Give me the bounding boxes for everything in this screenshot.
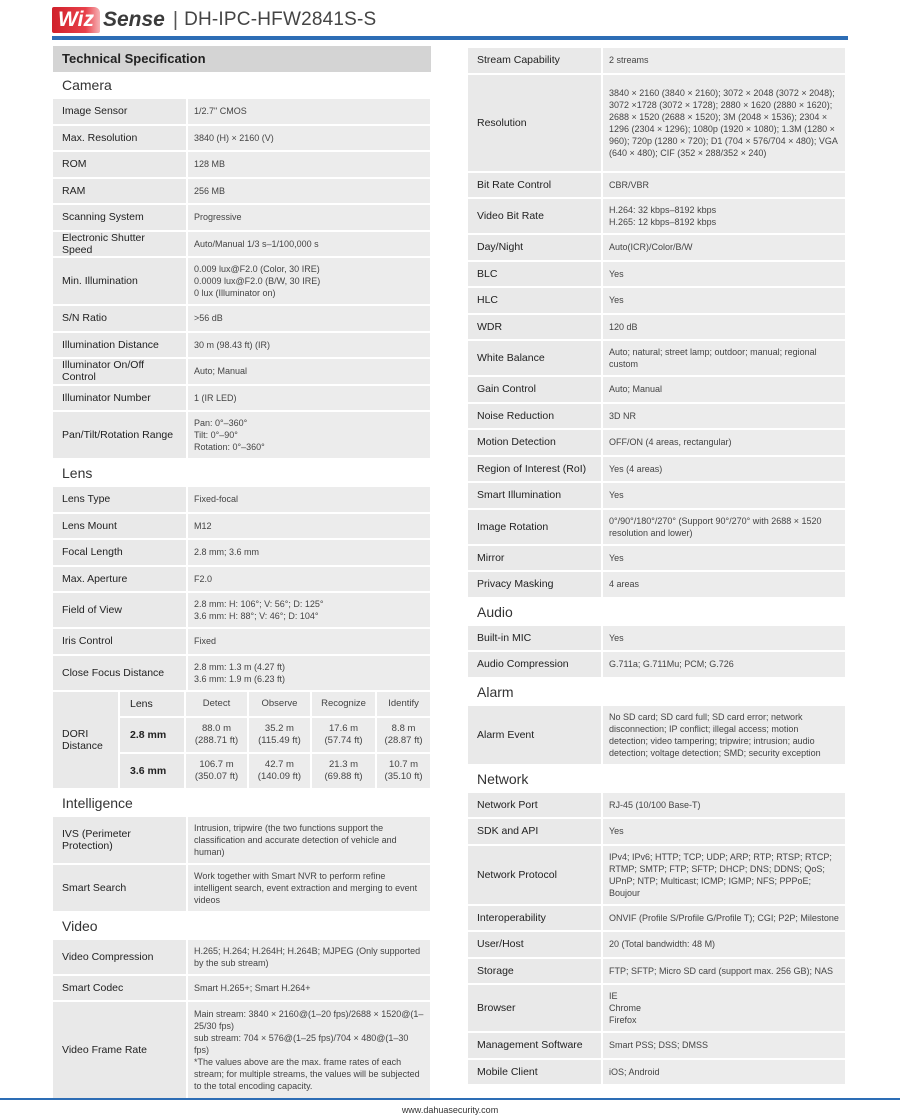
spec-value: Fixed-focal	[188, 487, 430, 512]
video-table	[53, 938, 430, 1101]
section-intelligence: Intelligence	[62, 794, 133, 811]
spec-key: Smart Illumination	[468, 483, 603, 508]
spec-key: Alarm Event	[468, 706, 603, 764]
lens-table	[53, 485, 430, 692]
spec-value: 4 areas	[603, 572, 845, 597]
spec-value: 256 MB	[188, 179, 430, 204]
dori-observe: 42.7 m (140.09 ft)	[249, 754, 312, 788]
spec-value: >56 dB	[188, 306, 430, 331]
section-network: Network	[477, 770, 529, 787]
spec-key: Video Compression	[53, 940, 188, 974]
spec-value: H.265; H.264; H.264H; H.264B; MJPEG (Only supported by the sub stream)	[188, 940, 430, 974]
table-row	[468, 483, 845, 508]
spec-key: Video Frame Rate	[53, 1002, 188, 1098]
table-row	[53, 258, 430, 304]
spec-value: F2.0	[188, 567, 430, 592]
dori-identify: 10.7 m (35.10 ft)	[377, 754, 430, 788]
spec-key: Scanning System	[53, 205, 188, 230]
spec-value: Auto/Manual 1/3 s–1/100,000 s	[188, 232, 430, 257]
spec-value: Yes	[603, 626, 845, 651]
spec-value: 3840 (H) × 2160 (V)	[188, 126, 430, 151]
spec-value: 0°/90°/180°/270° (Support 90°/270° with 2688 × 1520 resolution and lower)	[603, 510, 845, 544]
table-row	[53, 487, 430, 512]
dori-detect: 106.7 m (350.07 ft)	[186, 754, 249, 788]
spec-key: Electronic Shutter Speed	[53, 232, 188, 257]
spec-key: Audio Compression	[468, 652, 603, 677]
spec-value: Yes	[603, 546, 845, 571]
table-row	[53, 306, 430, 331]
table-row	[53, 99, 430, 124]
table-row	[468, 430, 845, 455]
table-row	[53, 412, 430, 458]
footer-url[interactable]: www.dahuasecurity.com	[401, 1105, 499, 1115]
table-row	[53, 359, 430, 384]
spec-value: 2 streams	[603, 48, 845, 73]
table-row	[53, 567, 430, 592]
camera-table	[53, 97, 430, 460]
spec-key: Illuminator On/Off Control	[53, 359, 188, 384]
spec-value: 30 m (98.43 ft) (IR)	[188, 333, 430, 358]
table-row	[468, 1033, 845, 1058]
spec-key: Bit Rate Control	[468, 173, 603, 198]
table-row	[468, 48, 845, 73]
dori-header: Recognize	[312, 692, 377, 716]
spec-key: S/N Ratio	[53, 306, 188, 331]
dori-header-row	[53, 692, 430, 716]
dori-header: Detect	[186, 692, 249, 716]
spec-value: ONVIF (Profile S/Profile G/Profile T); CGI; P2P; Milestone	[603, 906, 845, 931]
alarm-table	[468, 704, 845, 766]
table-row	[468, 626, 845, 651]
spec-value: Auto; natural; street lamp; outdoor; manual; regional custom	[603, 341, 845, 375]
section-audio: Audio	[477, 603, 513, 620]
header-separator: |	[172, 8, 179, 31]
spec-key: Stream Capability	[468, 48, 603, 73]
table-row	[53, 1002, 430, 1098]
table-row	[468, 262, 845, 287]
spec-key: Mobile Client	[468, 1060, 603, 1085]
table-row	[468, 932, 845, 957]
spec-value: 3D NR	[603, 404, 845, 429]
left-column	[53, 46, 431, 1100]
table-row	[53, 179, 430, 204]
table-row	[53, 865, 430, 911]
intelligence-table	[53, 815, 430, 913]
wizsense-logo-wiz: Wiz	[52, 7, 100, 33]
spec-key: Network Port	[468, 793, 603, 818]
table-row	[468, 315, 845, 340]
spec-value: G.711a; G.711Mu; PCM; G.726	[603, 652, 845, 677]
table-row	[468, 959, 845, 984]
section-lens: Lens	[62, 465, 93, 481]
spec-key: IVS (Perimeter Protection)	[53, 817, 188, 863]
table-row	[53, 514, 430, 539]
table-row	[468, 510, 845, 544]
table-row	[468, 572, 845, 597]
spec-key: Management Software	[468, 1033, 603, 1058]
spec-key: WDR	[468, 315, 603, 340]
spec-key: Image Rotation	[468, 510, 603, 544]
table-row	[468, 235, 845, 260]
spec-value: Auto; Manual	[603, 377, 845, 402]
spec-key: HLC	[468, 288, 603, 313]
spec-key: Built-in MIC	[468, 626, 603, 651]
spec-key: Max. Resolution	[53, 126, 188, 151]
dori-lens: 3.6 mm	[120, 754, 186, 788]
spec-key: Privacy Masking	[468, 572, 603, 597]
table-row	[53, 232, 430, 257]
header-divider	[52, 36, 848, 40]
spec-value: 3840 × 2160 (3840 × 2160); 3072 × 2048 (3072 × 2048); 3072 ×1728 (3072 × 1728); 2880 × 1620 (2880 × 1620); 2688 × 1520 (2688 × 1520); 3M (2048 × 1536); 2304 × 1296 (2304 × 1296); 1080p (1920 × 1080); 1.3M (1280 × 960); 720p (1280 × 720); D1 (704 × 576/704 × 480); VGA (640 × 480); CIF (352 × 288/352 × 240)	[603, 75, 845, 171]
table-row	[53, 629, 430, 654]
table-row	[53, 817, 430, 863]
spec-key: White Balance	[468, 341, 603, 375]
spec-value: Auto(ICR)/Color/B/W	[603, 235, 845, 260]
spec-value: Smart PSS; DSS; DMSS	[603, 1033, 845, 1058]
spec-key: Mirror	[468, 546, 603, 571]
footer-divider	[0, 1098, 900, 1100]
table-row	[468, 546, 845, 571]
spec-value: Progressive	[188, 205, 430, 230]
spec-key: Motion Detection	[468, 430, 603, 455]
dori-lens: 2.8 mm	[120, 718, 186, 752]
table-row	[468, 846, 845, 904]
spec-key: Lens Mount	[53, 514, 188, 539]
table-row	[468, 341, 845, 375]
table-row	[468, 793, 845, 818]
spec-value: Pan: 0°–360° Tilt: 0°–90° Rotation: 0°–360°	[188, 412, 430, 458]
spec-value: Yes	[603, 483, 845, 508]
right-column	[468, 46, 846, 1086]
table-row	[468, 819, 845, 844]
spec-key: Field of View	[53, 593, 188, 627]
spec-value: Smart H.265+; Smart H.264+	[188, 976, 430, 1001]
model-number: DH-IPC-HFW2841S-S	[184, 9, 377, 30]
table-row	[53, 656, 430, 690]
table-row	[53, 333, 430, 358]
spec-key: Illumination Distance	[53, 333, 188, 358]
spec-key: Close Focus Distance	[53, 656, 188, 690]
spec-value: Main stream: 3840 × 2160@(1–20 fps)/2688 × 1520@(1–25/30 fps) sub stream: 704 × 576@(1–25 fps)/704 × 480@(1–30 fps) *The values above are the max. frame rates of each stream; for multiple streams, the values will be subjected to the total encoding capacity.	[188, 1002, 430, 1098]
spec-value: RJ-45 (10/100 Base-T)	[603, 793, 845, 818]
table-row	[468, 199, 845, 233]
spec-key: Video Bit Rate	[468, 199, 603, 233]
table-row	[53, 386, 430, 411]
spec-key: Max. Aperture	[53, 567, 188, 592]
page-title: Technical Specification	[53, 46, 431, 72]
spec-value: 2.8 mm: H: 106°; V: 56°; D: 125° 3.6 mm: H: 88°; V: 46°; D: 104°	[188, 593, 430, 627]
spec-key: Resolution	[468, 75, 603, 171]
table-row	[468, 288, 845, 313]
spec-key: ROM	[53, 152, 188, 177]
spec-value: Intrusion, tripwire (the two functions support the classification and accurate detection of vehicle and human)	[188, 817, 430, 863]
spec-key: Network Protocol	[468, 846, 603, 904]
table-row	[53, 126, 430, 151]
dori-detect: 88.0 m (288.71 ft)	[186, 718, 249, 752]
audio-table	[468, 624, 845, 679]
spec-value: M12	[188, 514, 430, 539]
table-row	[53, 976, 430, 1001]
table-row	[468, 75, 845, 171]
spec-value: 1/2.7" CMOS	[188, 99, 430, 124]
table-row	[468, 906, 845, 931]
spec-value: OFF/ON (4 areas, rectangular)	[603, 430, 845, 455]
spec-key: Storage	[468, 959, 603, 984]
spec-value: Auto; Manual	[188, 359, 430, 384]
spec-key: Browser	[468, 985, 603, 1031]
dori-distance-table	[53, 690, 430, 790]
dori-header: Identify	[377, 692, 430, 716]
spec-value: CBR/VBR	[603, 173, 845, 198]
dori-recognize: 17.6 m (57.74 ft)	[312, 718, 377, 752]
table-row	[53, 205, 430, 230]
spec-value: Yes (4 areas)	[603, 457, 845, 482]
spec-value: iOS; Android	[603, 1060, 845, 1085]
spec-value: IPv4; IPv6; HTTP; TCP; UDP; ARP; RTP; RTSP; RTCP; RTMP; SMTP; FTP; SFTP; DHCP; DNS; DDNS; QoS; UPnP; NTP; Multicast; ICMP; IGMP; NFS; PPPoE; Boujour	[603, 846, 845, 904]
spec-key: Noise Reduction	[468, 404, 603, 429]
spec-key: Smart Codec	[53, 976, 188, 1001]
spec-key: Illuminator Number	[53, 386, 188, 411]
spec-key: Smart Search	[53, 865, 188, 911]
table-row	[53, 593, 430, 627]
spec-value: Fixed	[188, 629, 430, 654]
wizsense-logo-sense: Sense	[102, 8, 165, 31]
spec-key: Day/Night	[468, 235, 603, 260]
spec-key: BLC	[468, 262, 603, 287]
spec-value: 0.009 lux@F2.0 (Color, 30 IRE) 0.0009 lux@F2.0 (B/W, 30 IRE) 0 lux (Illuminator on)	[188, 258, 430, 304]
network-table	[468, 791, 845, 1087]
spec-key: User/Host	[468, 932, 603, 957]
spec-value: 128 MB	[188, 152, 430, 177]
section-alarm: Alarm	[477, 683, 514, 700]
table-row	[468, 985, 845, 1031]
table-row	[468, 652, 845, 677]
spec-value: No SD card; SD card full; SD card error; network disconnection; IP conflict; illegal access; motion detection; video tampering; tripwire; intrusion; audio detection; voltage detection; SMD; security exception	[603, 706, 845, 764]
dori-identify: 8.8 m (28.87 ft)	[377, 718, 430, 752]
spec-value: FTP; SFTP; Micro SD card (support max. 256 GB); NAS	[603, 959, 845, 984]
spec-value: H.264: 32 kbps–8192 kbps H.265: 12 kbps–8192 kbps	[603, 199, 845, 233]
spec-value: 1 (IR LED)	[188, 386, 430, 411]
spec-key: SDK and API	[468, 819, 603, 844]
dori-label: DORI Distance	[53, 692, 120, 788]
table-row	[468, 377, 845, 402]
spec-key: Pan/Tilt/Rotation Range	[53, 412, 188, 458]
table-row	[468, 457, 845, 482]
spec-value: Work together with Smart NVR to perform refine intelligent search, event extraction and merging to event videos	[188, 865, 430, 911]
table-row	[468, 706, 845, 764]
dori-observe: 35.2 m (115.49 ft)	[249, 718, 312, 752]
spec-value: 2.8 mm: 1.3 m (4.27 ft) 3.6 mm: 1.9 m (6.23 ft)	[188, 656, 430, 690]
section-video: Video	[62, 917, 98, 934]
spec-key: Iris Control	[53, 629, 188, 654]
spec-key: Region of Interest (RoI)	[468, 457, 603, 482]
spec-key: Interoperability	[468, 906, 603, 931]
table-row	[53, 940, 430, 974]
table-row	[53, 540, 430, 565]
table-row	[468, 1060, 845, 1085]
spec-key: Lens Type	[53, 487, 188, 512]
spec-value: 120 dB	[603, 315, 845, 340]
table-row	[53, 152, 430, 177]
spec-value: 2.8 mm; 3.6 mm	[188, 540, 430, 565]
section-camera: Camera	[62, 77, 112, 93]
spec-value: IE Chrome Firefox	[603, 985, 845, 1031]
spec-value: Yes	[603, 819, 845, 844]
spec-key: Focal Length	[53, 540, 188, 565]
dori-header: Lens	[120, 692, 186, 716]
dori-header: Observe	[249, 692, 312, 716]
table-row	[468, 404, 845, 429]
spec-value: Yes	[603, 288, 845, 313]
spec-key: Min. Illumination	[53, 258, 188, 304]
spec-value: Yes	[603, 262, 845, 287]
spec-key: Image Sensor	[53, 99, 188, 124]
document-header	[52, 6, 376, 34]
dori-recognize: 21.3 m (69.88 ft)	[312, 754, 377, 788]
spec-value: 20 (Total bandwidth: 48 M)	[603, 932, 845, 957]
spec-key: Gain Control	[468, 377, 603, 402]
video-continued-table	[468, 46, 845, 599]
table-row	[468, 173, 845, 198]
spec-key: RAM	[53, 179, 188, 204]
